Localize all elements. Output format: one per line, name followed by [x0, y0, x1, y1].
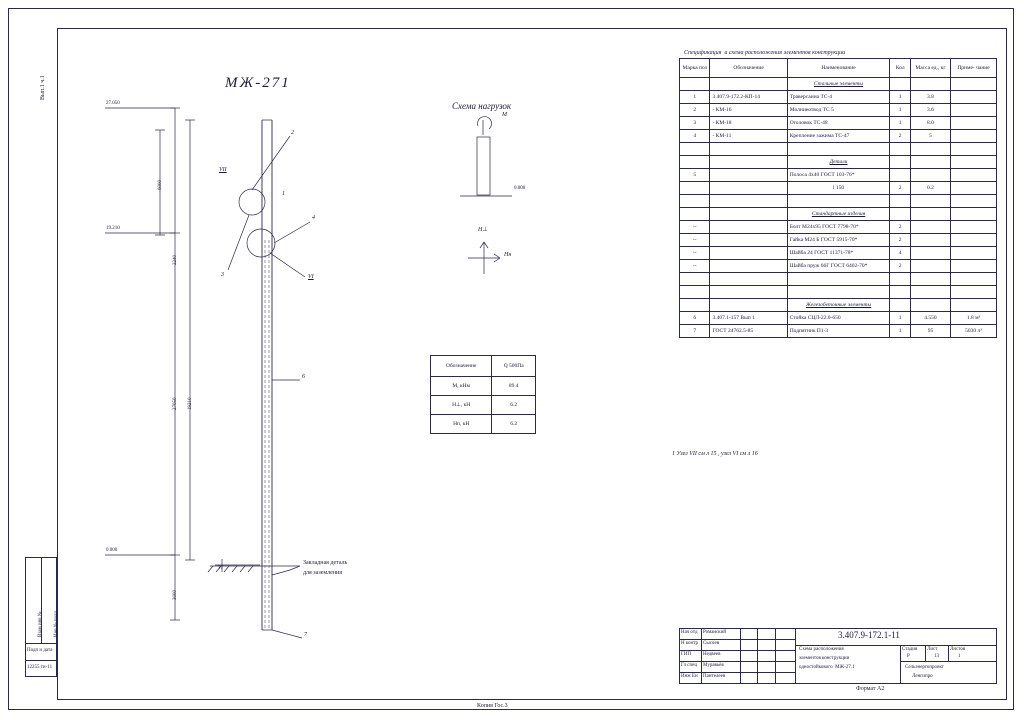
spec-group1-note [951, 78, 997, 91]
callout-2: 2 [291, 130, 294, 136]
callout-5: 6 [302, 374, 305, 380]
spec-r1-mass: 3.6 [910, 104, 950, 117]
spec-spacer-row [680, 143, 997, 156]
spec-g1r0-pos: 5 [680, 169, 710, 182]
spacer-a [680, 143, 710, 156]
spec-g3r1-qty: 1 [890, 325, 911, 338]
spacer3-f [951, 273, 997, 286]
table-row [680, 247, 997, 260]
spec-g2r1-mass [910, 234, 950, 247]
load-label-hn: Нн [504, 252, 512, 258]
spec-g3r0-note: 1.8 м³ [951, 312, 997, 325]
stamp-name-2: Недвеев [703, 652, 721, 657]
spec-g2r0-des [710, 221, 787, 234]
spec-group-title-0: Стальные элементы [787, 78, 890, 91]
spacer4-c [787, 286, 890, 299]
note-nodes: 1 Узел VII см л 15 , узел VI см л 16 [672, 451, 758, 457]
spec-r3-note [951, 130, 997, 143]
dimension-6000: 6000 [158, 180, 163, 190]
spec-g2r2-note [951, 247, 997, 260]
spacer3-c [787, 273, 890, 286]
stamp-role-3: Гл спец [681, 663, 698, 668]
dimension-2240: 2240 [173, 255, 178, 265]
load-table [430, 355, 536, 434]
spec-group4-mass [910, 299, 950, 312]
stamp-org-line-1: Ленгипро [912, 674, 933, 679]
spec-r1-pos: 2 [680, 104, 710, 117]
spec-g1r0-note [951, 169, 997, 182]
dimension-27050: 27050 [173, 397, 178, 410]
callout-7: 7 [304, 632, 307, 638]
spec-group4-qty [890, 299, 911, 312]
spacer-d [890, 143, 911, 156]
spec-header-row [680, 59, 997, 78]
spacer4-b [710, 286, 787, 299]
spec-g2r0-mass [910, 221, 950, 234]
spec-g2r1-note [951, 234, 997, 247]
spec-r3-des: - КМ-11 [710, 130, 787, 143]
left-stamp-label-3: 12255 ти-11 [27, 665, 53, 670]
stamp-format: Формат А2 [856, 686, 885, 692]
stamp-role-2: ГИП [681, 652, 692, 657]
table-row [680, 91, 997, 104]
spec-table [679, 58, 997, 338]
stamp-v2 [740, 628, 741, 684]
spacer2-d [890, 195, 911, 208]
spec-r2-name: Оголовок ТС-48 [787, 117, 890, 130]
spec-group2-note [951, 156, 997, 169]
stamp-title-line-0: Схема расположения [799, 647, 844, 652]
spec-r2-pos: 3 [680, 117, 710, 130]
spec-group4-pos [680, 299, 710, 312]
stamp-role-1: Н контр [681, 641, 698, 646]
stamp-h4 [679, 672, 795, 673]
spec-g3r0-des: 3.407.1-157 Вып 1 [710, 312, 787, 325]
left-stamp-label-1: Инв № подл [54, 611, 59, 637]
spec-group-row [680, 299, 997, 312]
spec-g3r1-note: 5030 л³ [951, 325, 997, 338]
spec-g2r3-qty: 2 [890, 260, 911, 273]
spec-group2-mass [910, 156, 950, 169]
stamp-stage-header-2: Листов [950, 647, 966, 652]
dimension-19210: 19210 [188, 397, 193, 410]
spec-group-row [680, 208, 997, 221]
spacer-f [951, 143, 997, 156]
note-ground-line2: для заземления [303, 570, 343, 576]
stamp-h1 [679, 639, 795, 640]
spec-g1r1-pos [680, 182, 710, 195]
spec-spacer-row [680, 273, 997, 286]
table-row [680, 221, 997, 234]
stamp-v7 [925, 645, 926, 661]
elevation-top: 27.050 [106, 101, 120, 106]
section-mark-vi: VI [308, 274, 314, 280]
spec-g2r2-pos: -- [680, 247, 710, 260]
spec-group-row [680, 156, 997, 169]
spacer4-a [680, 286, 710, 299]
table-row [680, 182, 997, 195]
spec-g2r2-qty: 4 [890, 247, 911, 260]
sheet-corner-label: Вып.1 ч.1 [40, 75, 46, 100]
load-row-value-0: 89.4 [492, 377, 536, 396]
stamp-h5 [795, 645, 997, 646]
spec-group4-des [710, 299, 787, 312]
spec-g1r1-mass: 0.2 [910, 182, 950, 195]
spec-g3r0-pos: 6 [680, 312, 710, 325]
spec-col-note: Приме- чание [951, 59, 997, 78]
stamp-code: 3.407.9-172.1-11 [838, 630, 900, 640]
load-row-value-2: 6.2 [492, 415, 536, 434]
stamp-stage-value-2: 1 [958, 654, 961, 659]
spacer4-f [951, 286, 997, 299]
table-row [680, 260, 997, 273]
spacer2-a [680, 195, 710, 208]
spec-group1-pos [680, 78, 710, 91]
spec-group4-note [951, 299, 997, 312]
stamp-role-0: Нач отд [681, 630, 698, 635]
table-row [680, 169, 997, 182]
spec-r0-name: Траверсаина ТС-4 [787, 91, 890, 104]
load-table-row [431, 415, 536, 434]
spec-r0-note [951, 91, 997, 104]
spec-group3-qty [890, 208, 911, 221]
stamp-stage-header-0: Стадия [902, 647, 918, 652]
stamp-name-0: Романский [703, 630, 727, 635]
spec-r3-qty: 2 [890, 130, 911, 143]
stamp-h6 [900, 661, 997, 662]
spec-r0-des: 3.407.9-172.2-КП-14 [710, 91, 787, 104]
load-row-label-2: Нп, кН [431, 415, 492, 434]
spacer3-e [910, 273, 950, 286]
left-stamp-label-0: Взам инв № [38, 611, 43, 637]
elevation-zero: 0.000 [106, 548, 118, 553]
spec-group3-pos [680, 208, 710, 221]
spec-col-mass: Масса ед., кг [910, 59, 950, 78]
spec-r3-name: Крепление зажима ТС-47 [787, 130, 890, 143]
spec-r3-mass: 5 [910, 130, 950, 143]
spec-col-des: Обозначение [710, 59, 787, 78]
load-scheme-title: Схема нагрузок [452, 101, 512, 111]
spec-g2r0-pos: -- [680, 221, 710, 234]
spec-g3r1-mass: 95 [910, 325, 950, 338]
load-table-row [431, 377, 536, 396]
spec-g2r3-mass [910, 260, 950, 273]
stamp-stage-value-0: Р [907, 654, 910, 659]
spec-col-qty: Кол [890, 59, 911, 78]
spec-g1r0-mass [910, 169, 950, 182]
load-row-label-1: Н⊥, кН [431, 396, 492, 415]
stamp-h2 [679, 650, 795, 651]
stamp-org-line-0: Сельэнергопроект [905, 665, 944, 670]
page-title: МЖ-271 [225, 75, 291, 91]
load-label-m: М [502, 112, 507, 118]
dimension-3000: 3000 [173, 590, 178, 600]
note-ground-line1: Закладная деталь [303, 560, 348, 566]
stamp-v1 [701, 628, 702, 684]
spec-g2r0-name: Болт М24х95 ГОСТ 7798-70* [787, 221, 890, 234]
spec-g1r0-des [710, 169, 787, 182]
spec-group1-mass [910, 78, 950, 91]
stamp-title-line-1: элементов конструкции [799, 656, 850, 661]
load-table-header-row [431, 356, 536, 377]
spec-group3-des [710, 208, 787, 221]
spec-g2r2-des [710, 247, 787, 260]
spec-r0-pos: 1 [680, 91, 710, 104]
spec-col-pos: Марка поз [680, 59, 710, 78]
load-label-zero: 0.000 [514, 186, 526, 191]
spec-group2-pos [680, 156, 710, 169]
spec-g2r1-pos: -- [680, 234, 710, 247]
spec-r2-qty: 1 [890, 117, 911, 130]
spacer-e [910, 143, 950, 156]
load-table-header-0: Обозначение [431, 356, 492, 377]
spec-g2r1-qty: 2 [890, 234, 911, 247]
spec-group3-note [951, 208, 997, 221]
spacer-b [710, 143, 787, 156]
spec-r0-mass: 3.8 [910, 91, 950, 104]
table-row [680, 325, 997, 338]
spec-r3-pos: 4 [680, 130, 710, 143]
load-table-header-1: Q 500Па [492, 356, 536, 377]
elevation-mid: 19.210 [106, 226, 120, 231]
spec-group-row [680, 78, 997, 91]
spec-g2r2-mass [910, 247, 950, 260]
spec-g2r3-pos: -- [680, 260, 710, 273]
spec-spacer-row [680, 195, 997, 208]
spacer2-e [910, 195, 950, 208]
spacer4-d [890, 286, 911, 299]
spec-g2r3-note [951, 260, 997, 273]
stamp-name-1: Сысоев [703, 641, 720, 646]
table-row [680, 104, 997, 117]
table-row [680, 130, 997, 143]
spec-g2r3-des [710, 260, 787, 273]
spec-r2-note [951, 117, 997, 130]
spec-group1-qty [890, 78, 911, 91]
spec-g1r1-des [710, 182, 787, 195]
stamp-v8 [948, 645, 949, 661]
spec-title: Спецификация и схема расположения элементов конструкции [684, 50, 846, 56]
spec-group-title-1: Детали [787, 156, 890, 169]
spacer4-e [910, 286, 950, 299]
spacer3-d [890, 273, 911, 286]
spec-g3r1-pos: 7 [680, 325, 710, 338]
load-row-label-0: М, кНм [431, 377, 492, 396]
load-table-row [431, 396, 536, 415]
stamp-role-4: Инж Ен [681, 674, 698, 679]
spec-group-title-2: Стандартные изделия [787, 208, 890, 221]
spacer-c [787, 143, 890, 156]
spec-group-title-3: Железобетонные элементы [787, 299, 890, 312]
spec-r1-name: Молниеотвод ТС 5 [787, 104, 890, 117]
spec-g3r0-name: Стойка СЦЛ-22.0-650 [787, 312, 890, 325]
spec-g1r1-note [951, 182, 997, 195]
callout-3: 3 [221, 272, 224, 278]
spec-g2r2-name: Шайба 24 ГОСТ 11371-78* [787, 247, 890, 260]
stamp-name-3: Муравьёв [703, 663, 724, 668]
spec-r1-note [951, 104, 997, 117]
spec-g3r1-des: ГОСТ 24762.5-85 [710, 325, 787, 338]
spacer3-b [710, 273, 787, 286]
left-stamp-label-2: Подп и дата [27, 648, 53, 653]
table-row [680, 312, 997, 325]
callout-4: 4 [312, 215, 315, 221]
spec-r1-des: - КМ-16 [710, 104, 787, 117]
spec-group2-des [710, 156, 787, 169]
spec-spacer-row [680, 286, 997, 299]
spec-g2r3-name: Шайба пруж 66Г ГОСТ 6402-70* [787, 260, 890, 273]
spec-group2-qty [890, 156, 911, 169]
spec-g1r1-name: l 150 [787, 182, 890, 195]
stamp-v5 [795, 628, 796, 684]
spec-r0-qty: 1 [890, 91, 911, 104]
spacer2-f [951, 195, 997, 208]
spacer2-c [787, 195, 890, 208]
load-label-h1: Н⊥ [478, 227, 488, 233]
spec-g2r0-note [951, 221, 997, 234]
spacer3-a [680, 273, 710, 286]
stamp-h3 [679, 661, 795, 662]
spacer2-b [710, 195, 787, 208]
stamp-stage-value-1: 13 [934, 654, 939, 659]
spec-g1r0-name: Полоса 4х40 ГОСТ 103-76* [787, 169, 890, 182]
spec-g2r1-des [710, 234, 787, 247]
stamp-title-line-2: одностойкового МЖ-27.1 [799, 665, 855, 670]
spec-col-name: Наименование [787, 59, 890, 78]
spec-g3r0-mass: 4.550 [910, 312, 950, 325]
table-row [680, 117, 997, 130]
spec-g2r0-qty: 2 [890, 221, 911, 234]
stamp-v6 [900, 645, 901, 684]
spec-r2-mass: 8.0 [910, 117, 950, 130]
spec-g3r0-qty: 1 [890, 312, 911, 325]
callout-1: 1 [282, 191, 285, 197]
spec-group1-des [710, 78, 787, 91]
stamp-stage-header-1: Лист [927, 647, 938, 652]
stamp-v3 [757, 628, 758, 684]
stamp-name-4: Пантелеев [703, 674, 726, 679]
stamp-v4 [775, 628, 776, 684]
spec-r1-qty: 1 [890, 104, 911, 117]
section-mark-base: VI [218, 566, 223, 571]
spec-g2r1-name: Гайка М24 Б ГОСТ 5915-70* [787, 234, 890, 247]
section-mark-vii: VII [219, 167, 227, 173]
spec-g1r0-qty [890, 169, 911, 182]
spec-g1r1-qty: 2 [890, 182, 911, 195]
spec-group3-mass [910, 208, 950, 221]
load-row-value-1: 6.2 [492, 396, 536, 415]
spec-g3r1-name: Подпятник П1-3 [787, 325, 890, 338]
table-row [680, 234, 997, 247]
copy-note: Копия Гос.3 [477, 703, 508, 709]
spec-r2-des: - КМ-18 [710, 117, 787, 130]
